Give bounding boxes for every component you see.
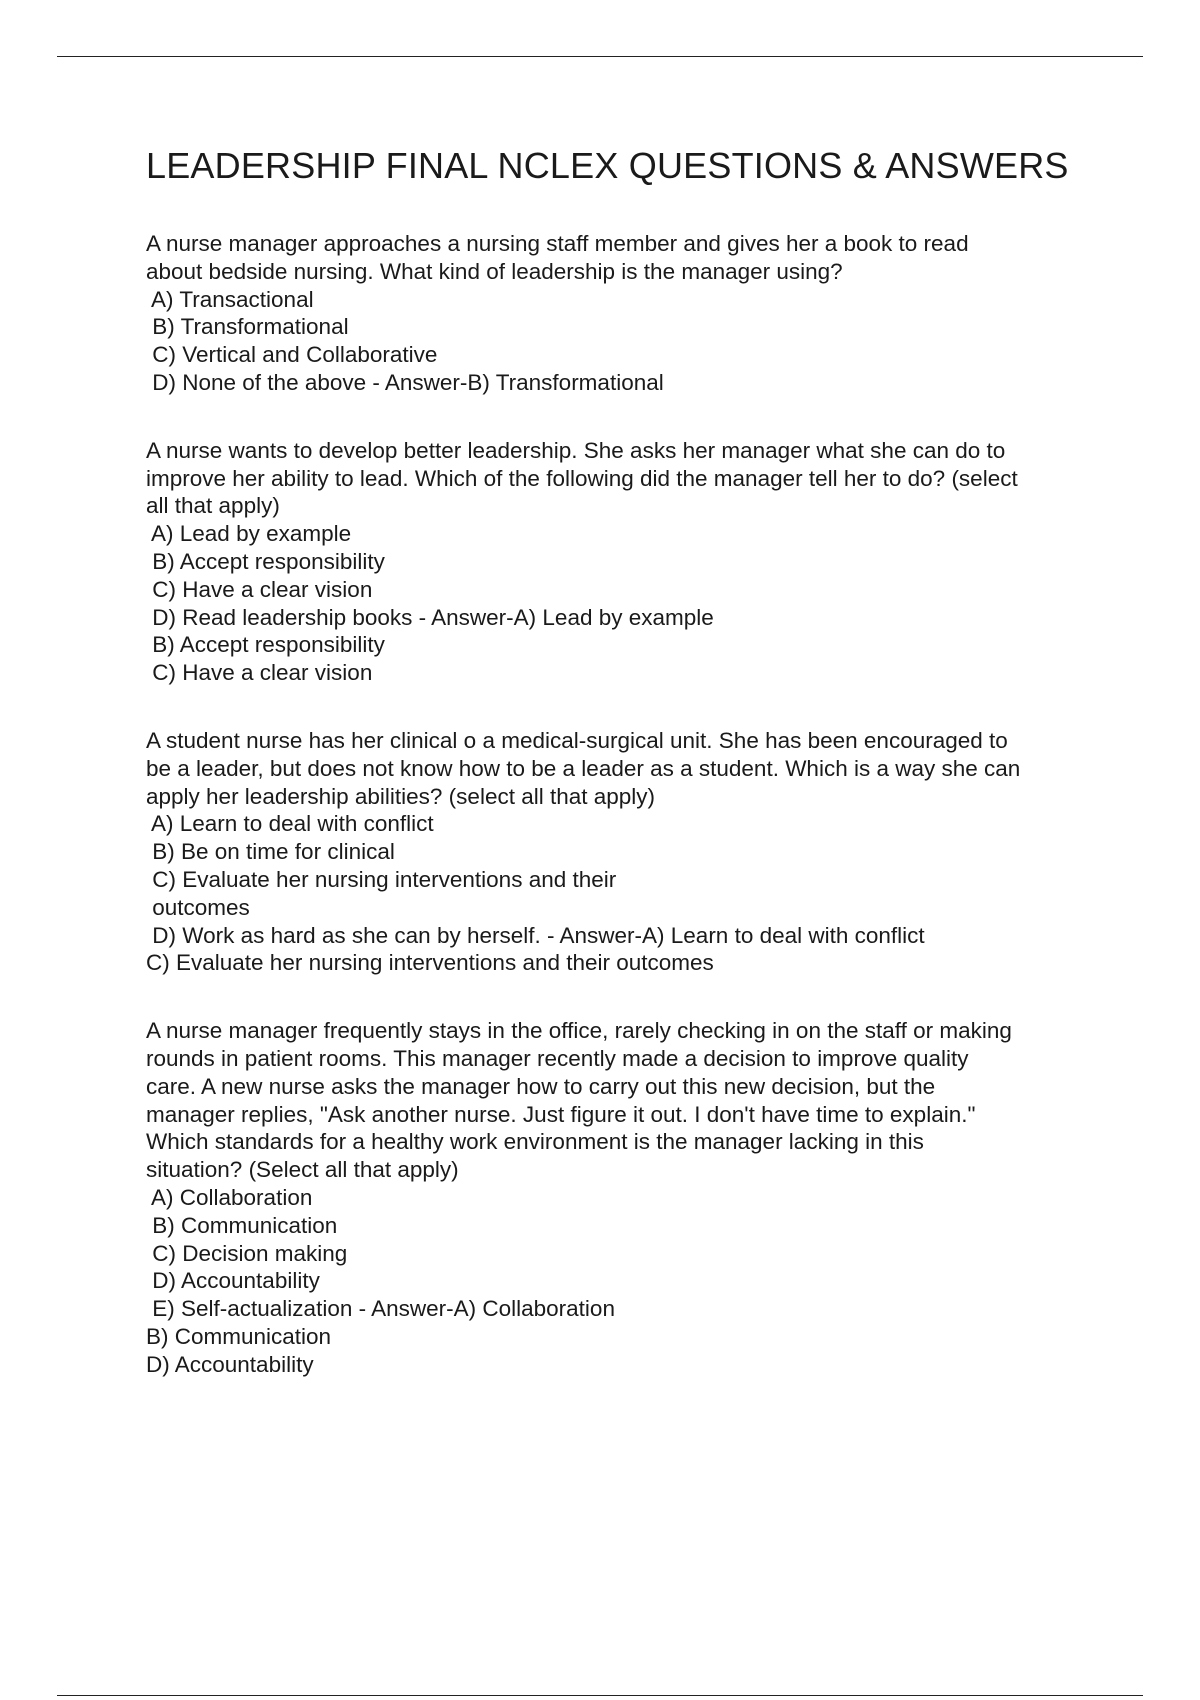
question-stem-line: A nurse wants to develop better leadership. She asks her manager what she can do to [146,437,1006,463]
question-stem-line: A student nurse has her clinical o a medical-surgical unit. She has been encouraged to [146,727,1008,753]
answer-option: C) Decision making [146,1240,348,1266]
answer-option: B) Transformational [146,314,349,340]
answer-option: B) Accept responsibility [146,632,385,658]
bottom-rule [57,1695,1143,1696]
answer-option: C) Evaluate her nursing interventions and their outcomes [146,950,714,976]
question-stem-line: A nurse manager frequently stays in the office, rarely checking in on the staff or making [146,1018,1012,1044]
question-stem-line: A nurse manager approaches a nursing staff member and gives her a book to read [146,231,969,256]
top-rule [57,56,1143,57]
question-1 [146,230,1106,397]
answer-option: E) Self-actualization - Answer-A) Collaboration [146,1296,615,1322]
answer-option: B) Accept responsibility [146,548,385,574]
question-stem-line: about bedside nursing. What kind of leadership is the manager using? [146,258,843,284]
document-body [146,144,1106,1378]
question-stem-line: improve her ability to lead. Which of the following did the manager tell her to do? (select [146,465,1018,491]
answer-option: D) None of the above - Answer-B) Transformational [146,369,664,395]
answer-option: D) Accountability [146,1268,320,1294]
question-2 [146,437,1106,687]
question-stem-line: Which standards for a healthy work environment is the manager lacking in this [146,1129,924,1155]
answer-option: D) Work as hard as she can by herself. - Answer-A) Learn to deal with conflict [146,922,925,948]
answer-option: D) Accountability [146,1351,314,1377]
answer-option: B) Be on time for clinical [146,839,395,865]
question-stem-line: rounds in patient rooms. This manager recently made a decision to improve quality [146,1045,969,1071]
question-stem-line: manager replies, "Ask another nurse. Just figure it out. I don't have time to explain." [146,1101,976,1127]
question-stem-line: all that apply) [146,493,280,519]
question-stem-line: situation? (Select all that apply) [146,1157,459,1183]
answer-option: A) Learn to deal with conflict [146,811,434,837]
answer-option: C) Have a clear vision [146,660,373,686]
question-stem-line: be a leader, but does not know how to be a leader as a student. Which is a way she can [146,755,1021,781]
question-3 [146,727,1106,977]
question-stem-line: care. A new nurse asks the manager how to carry out this new decision, but the [146,1073,936,1099]
question-stem-line: apply her leadership abilities? (select all that apply) [146,783,656,809]
answer-option: C) Vertical and Collaborative [146,342,438,368]
answer-option: A) Transactional [146,286,314,312]
answer-option: C) Evaluate her nursing interventions and their [146,866,617,892]
answer-option: B) Communication [146,1323,332,1349]
answer-option: B) Communication [146,1212,338,1238]
answer-option: A) Collaboration [146,1184,313,1210]
answer-option: D) Read leadership books - Answer-A) Lead by example [146,604,714,630]
answer-option: A) Lead by example [146,521,352,547]
answer-option: C) Have a clear vision [146,576,373,602]
document-title: LEADERSHIP FINAL NCLEX QUESTIONS & ANSWERS [146,145,1069,186]
answer-option: outcomes [146,894,250,920]
question-4 [146,1017,1106,1378]
